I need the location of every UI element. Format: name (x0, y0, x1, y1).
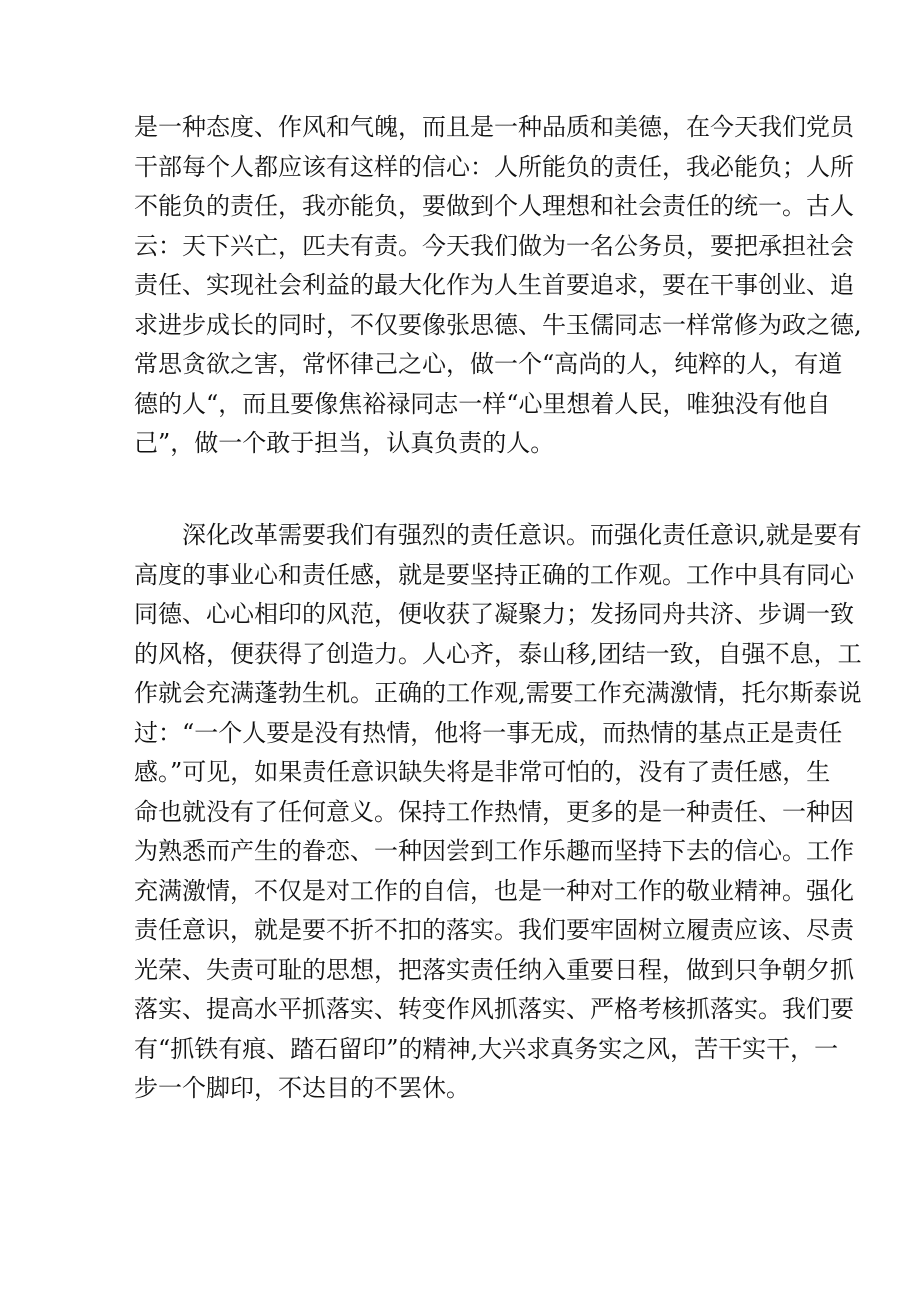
text-line: 常思贪欲之害，常怀律己之心，做一个“高尚的人，纯粹的人，有道 (134, 350, 843, 378)
text-line: 过：“一个人要是没有热情，他将一事无成，而热情的基点正是责任 (134, 718, 843, 747)
paragraph-1 (134, 108, 862, 464)
text-line: 是一种态度、作风和气魄，而且是一种品质和美德，在今天我们党员 (134, 113, 854, 141)
text-line: 深化改革需要我们有强烈的责任意识。而强化责任意识,就是要有 (134, 521, 862, 549)
text-line: 同德、心心相印的风范，便收获了凝聚力；发扬同舟共济、步调一致 (134, 600, 854, 628)
text-line: 干部每个人都应该有这样的信心：人所能负的责任，我必能负；人所 (134, 152, 854, 181)
text-line: 己”，做一个敢于担当，认真负责的人。 (134, 429, 555, 457)
text-line: 为熟悉而产生的眷恋、一种因尝到工作乐趣而坚持下去的信心。工作 (134, 837, 854, 865)
text-line: 感。”可见，如果责任意识缺失将是非常可怕的，没有了责任感，生 (134, 758, 831, 786)
text-line: 不能负的责任，我亦能负，要做到个人理想和社会责任的统一。古人 (134, 192, 854, 220)
text-line: 责任、实现社会利益的最大化作为人生首要追求，要在干事创业、追 (134, 271, 854, 299)
paragraph-2 (134, 516, 862, 1109)
text-line: 命也就没有了任何意义。保持工作热情，更多的是一种责任、一种因 (134, 797, 854, 826)
text-line: 德的人“，而且要像焦裕禄同志一样“心里想着人民，唯独没有他自 (134, 389, 831, 418)
text-line: 责任意识，就是要不折不扣的落实。我们要牢固树立履责应该、尽责 (134, 916, 854, 944)
text-line: 光荣、失责可耻的思想，把落实责任纳入重要日程，做到只争朝夕抓 (134, 955, 854, 984)
text-line: 落实、提高水平抓落实、转变作风抓落实、严格考核抓落实。我们要 (134, 995, 854, 1023)
text-line: 的风格，便获得了创造力。人心齐，泰山移,团结一致，自强不息，工 (134, 639, 862, 668)
text-line: 高度的事业心和责任感，就是要坚持正确的工作观。工作中具有同心 (134, 560, 854, 589)
text-line: 云：天下兴亡，匹夫有责。今天我们做为一名公务员，要把承担社会 (134, 231, 854, 260)
text-line: 求进步成长的同时，不仅要像张思德、牛玉儒同志一样常修为政之德, (134, 310, 862, 339)
text-line: 有“抓铁有痕、踏石留印”的精神,大兴求真务实之风，苦干实干，一 (134, 1034, 839, 1063)
text-line: 步一个脚印，不达目的不罢休。 (134, 1074, 470, 1102)
text-line: 作就会充满蓬勃生机。正确的工作观,需要工作充满激情，托尔斯泰说 (134, 679, 862, 707)
text-line: 充满激情，不仅是对工作的自信，也是一种对工作的敬业精神。强化 (134, 876, 854, 905)
